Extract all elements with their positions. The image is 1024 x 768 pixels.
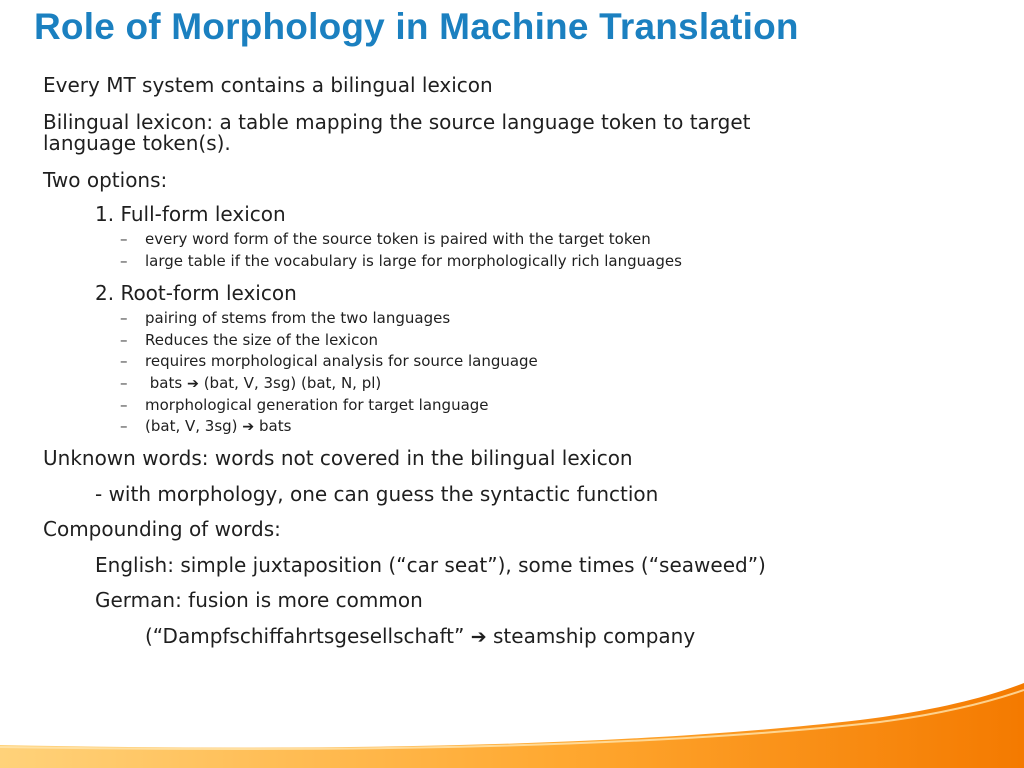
dash-marker: – xyxy=(120,396,128,414)
sub-bullet-text: bats xyxy=(259,417,292,435)
german-example xyxy=(145,624,695,648)
sub-bullet-text: Reduces the size of the lexicon xyxy=(145,331,379,349)
bullet-german-compounding: German: fusion is more common xyxy=(95,588,423,612)
sub-bullet-text: (bat, V, 3sg) (bat, N, pl) xyxy=(203,374,382,392)
dash-marker: – xyxy=(120,417,128,435)
sub-bullet xyxy=(120,230,651,248)
sub-bullet-text: every word form of the source token is paired with the target token xyxy=(145,230,651,248)
bullet-mt-lexicon: Every MT system contains a bilingual lexicon xyxy=(43,73,493,97)
sub-bullet-text: (bat, V, 3sg) xyxy=(145,417,243,435)
sub-bullet xyxy=(120,331,378,349)
dash-marker: – xyxy=(120,374,128,392)
bullet-compounding: Compounding of words: xyxy=(43,517,281,541)
german-example-word: (“Dampfschiffahrtsgesellschaft” xyxy=(145,624,465,648)
bullet-unknown-words: Unknown words: words not covered in the bilingual lexicon xyxy=(43,446,633,470)
dash-marker: – xyxy=(120,309,128,327)
bullet-with-morphology: - with morphology, one can guess the syntactic function xyxy=(95,482,659,506)
decorative-orange-swoosh xyxy=(0,648,1024,768)
sub-bullet-text: pairing of stems from the two languages xyxy=(145,309,451,327)
right-arrow-icon: ➔ xyxy=(186,376,199,392)
right-arrow-icon: ➔ xyxy=(242,419,255,435)
german-example-translation: steamship company xyxy=(493,624,696,648)
sub-bullet-text: morphological generation for target language xyxy=(145,396,489,414)
option-root-form-lexicon: 2. Root-form lexicon xyxy=(95,281,297,305)
bullet-two-options: Two options: xyxy=(43,168,168,192)
sub-bullet xyxy=(120,374,381,392)
dash-marker: – xyxy=(120,352,128,370)
slide-title: Role of Morphology in Machine Translation xyxy=(34,6,799,47)
dash-marker: – xyxy=(120,230,128,248)
sub-bullet xyxy=(120,417,291,435)
sub-bullet-text: requires morphological analysis for source language xyxy=(145,352,538,370)
sub-bullet-text: bats xyxy=(145,374,183,392)
dash-marker: – xyxy=(120,331,128,349)
sub-bullet xyxy=(120,309,450,327)
bullet-english-compounding: English: simple juxtaposition (“car seat”), some times (“seaweed”) xyxy=(95,553,766,577)
sub-bullet-text: large table if the vocabulary is large for morphologically rich languages xyxy=(145,252,682,270)
option-full-form-lexicon: 1. Full-form lexicon xyxy=(95,202,286,226)
right-arrow-icon: ➔ xyxy=(470,626,487,648)
sub-bullet xyxy=(120,396,489,414)
dash-marker: – xyxy=(120,252,128,270)
sub-bullet xyxy=(120,352,538,370)
bullet-bilingual-definition-line1: Bilingual lexicon: a table mapping the source language token to target xyxy=(43,110,751,134)
sub-bullet xyxy=(120,252,682,270)
bullet-bilingual-definition-line2: language token(s). xyxy=(43,131,231,155)
